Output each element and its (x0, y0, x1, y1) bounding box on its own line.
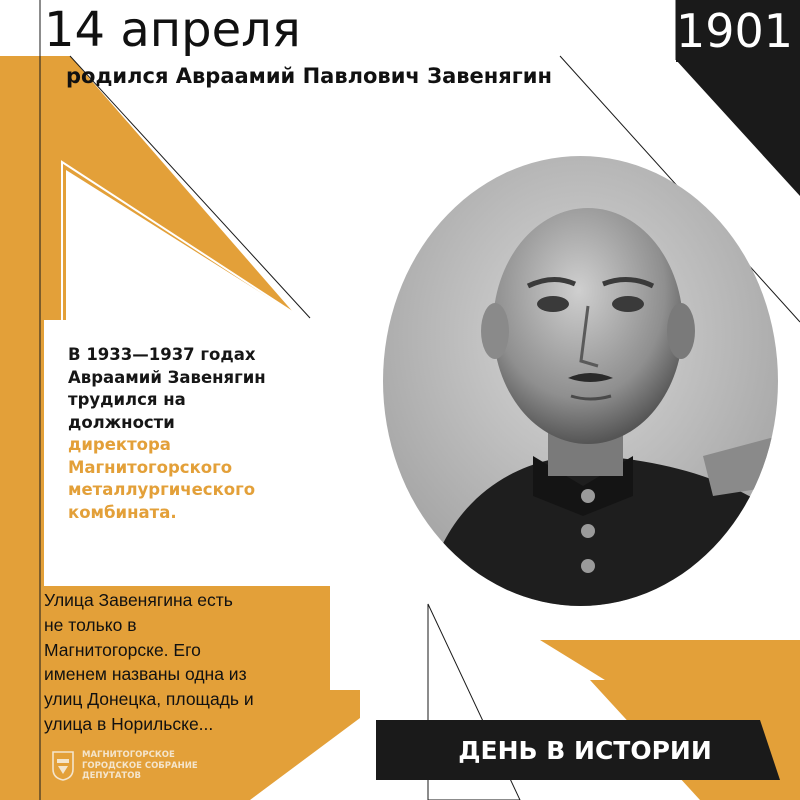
fact-highlight-line: Магнитогорского (68, 457, 233, 477)
fact-line: улиц Донецка, площадь и (44, 689, 254, 710)
fact-line: Авраамий Завенягин (68, 367, 266, 387)
year-badge: 1901 (676, 4, 794, 58)
logo-line: ГОРОДСКОЕ СОБРАНИЕ (82, 760, 198, 771)
day-in-history-banner: ДЕНЬ В ИСТОРИИ (458, 735, 712, 765)
city-council-logo (52, 744, 224, 788)
fact-highlight-line: металлургического (68, 480, 256, 499)
fact-line: должности (68, 412, 175, 432)
logo-line: МАГНИТОГОРСКОЕ (82, 750, 175, 761)
fact-line: Улица Завенягина есть (44, 590, 233, 610)
fact-line: улица в Норильске... (44, 713, 214, 734)
portrait-photo (383, 156, 778, 606)
logo-text (82, 750, 198, 782)
subtitle: родился Авраамий Павлович Завенягин (66, 64, 552, 88)
fact-line: не только в (44, 614, 137, 635)
city-crest-icon (52, 751, 74, 781)
date-heading: 14 апреля (44, 2, 301, 58)
logo-line: ДЕПУТАТОВ (82, 771, 141, 782)
fact-line: Магнитогорске. Его (44, 639, 201, 660)
fact-line: трудился на (68, 390, 186, 409)
fact-line: В 1933—1937 годах (68, 345, 256, 364)
fact-highlight-line: директора (68, 435, 171, 454)
fact-streets (44, 588, 354, 737)
fact-highlight-line: комбината. (68, 502, 177, 522)
fact-career (68, 344, 318, 524)
fact-line: именем названы одна из (44, 664, 247, 685)
